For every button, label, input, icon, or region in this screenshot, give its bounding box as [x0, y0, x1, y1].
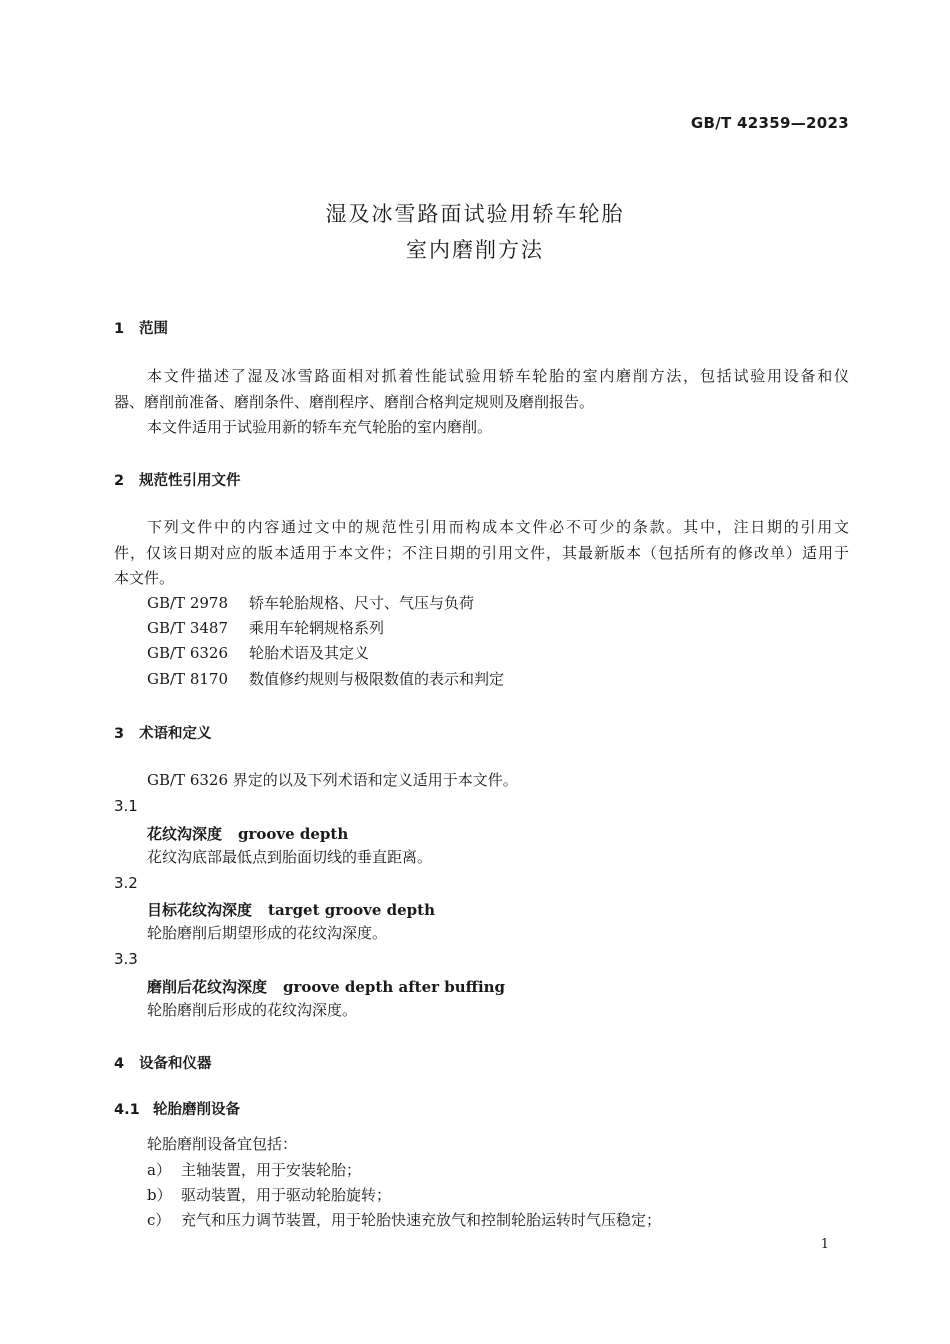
term-number: 3.1: [114, 797, 138, 815]
subsection-title: 轮胎磨削设备: [153, 1102, 240, 1118]
reference-title: 轿车轮胎规格、尺寸、气压与负荷: [249, 594, 475, 612]
term-definition: 轮胎磨削后期望形成的花纹沟深度。: [147, 924, 388, 942]
term-number: 3.3: [114, 950, 138, 968]
term-definition: 花纹沟底部最低点到胎面切线的垂直距离。: [147, 848, 433, 866]
paragraph: 本文件适用于试验用新的轿车充气轮胎的室内磨削。: [147, 418, 493, 436]
section-title: 设备和仪器: [139, 1056, 212, 1072]
list-item: [147, 1207, 661, 1233]
reference-item: [147, 666, 504, 692]
list-label: c）: [147, 1211, 171, 1229]
paragraph-line: 本文件描述了湿及冰雪路面相对抓着性能试验用轿车轮胎的室内磨削方法，包括试验用设备和仪: [147, 367, 849, 385]
reference-item: [147, 640, 369, 666]
reference-item: [147, 615, 384, 641]
list-label: b）: [147, 1186, 172, 1204]
term-definition: 轮胎磨削后形成的花纹沟深度。: [147, 1001, 358, 1019]
term-entry: [147, 899, 435, 920]
section-heading-terms-definitions: [114, 722, 212, 743]
list-text: 驱动装置，用于驱动轮胎旋转；: [181, 1186, 392, 1204]
term-zh: 目标花纹沟深度: [147, 901, 253, 919]
paragraph: GB/T 6326 界定的以及下列术语和定义适用于本文件。: [147, 771, 518, 789]
paragraph-line: 本文件。: [114, 569, 175, 587]
reference-title: 乘用车轮辋规格系列: [249, 619, 385, 637]
section-heading-equipment: [114, 1052, 212, 1073]
list-item: [147, 1182, 391, 1208]
term-entry: [147, 976, 505, 997]
section-number: 3: [114, 726, 125, 742]
section-title: 规范性引用文件: [139, 473, 241, 489]
section-title: 范围: [139, 321, 168, 337]
list-item: [147, 1157, 361, 1183]
reference-code: GB/T 2978: [147, 594, 229, 612]
paragraph-line: 件，仅该日期对应的版本适用于本文件；不注日期的引用文件，其最新版本（包括所有的修改单）适用于: [114, 544, 849, 562]
term-number: 3.2: [114, 874, 138, 892]
section-number: 4: [114, 1056, 125, 1072]
section-heading-normative-references: [114, 469, 241, 490]
section-title: 术语和定义: [139, 726, 212, 742]
term-zh: 花纹沟深度: [147, 825, 223, 843]
reference-code: GB/T 3487: [147, 619, 229, 637]
paragraph-line: 器、磨削前准备、磨削条件、磨削程序、磨削合格判定规则及磨削报告。: [114, 393, 595, 411]
document-title-line2: 室内磨削方法: [406, 238, 544, 262]
subsection-number: 4.1: [114, 1102, 140, 1118]
section-number: 2: [114, 473, 125, 489]
paragraph: 轮胎磨削设备宜包括：: [147, 1135, 298, 1153]
subsection-heading-buffing-equipment: [114, 1098, 240, 1119]
term-en: target groove depth: [268, 901, 435, 919]
reference-code: GB/T 8170: [147, 670, 229, 688]
reference-title: 数值修约规则与极限数值的表示和判定: [249, 670, 505, 688]
term-zh: 磨削后花纹沟深度: [147, 978, 268, 996]
section-heading-scope: [114, 317, 168, 338]
paragraph-line: 下列文件中的内容通过文中的规范性引用而构成本文件必不可少的条款。其中，注日期的引用文: [147, 518, 849, 536]
section-number: 1: [114, 321, 125, 337]
document-title-line1: 湿及冰雪路面试验用轿车轮胎: [325, 202, 625, 226]
term-en: groove depth: [238, 825, 349, 843]
reference-item: [147, 590, 474, 616]
page-number: 1: [820, 1237, 829, 1252]
reference-title: 轮胎术语及其定义: [249, 644, 370, 662]
list-text: 充气和压力调节装置，用于轮胎快速充放气和控制轮胎运转时气压稳定；: [181, 1211, 662, 1229]
list-text: 主轴装置，用于安装轮胎；: [181, 1161, 362, 1179]
reference-code: GB/T 6326: [147, 644, 229, 662]
term-en: groove depth after buffing: [283, 978, 506, 996]
standard-number: GB/T 42359—2023: [690, 114, 849, 132]
list-label: a）: [147, 1161, 171, 1179]
term-entry: [147, 823, 348, 844]
